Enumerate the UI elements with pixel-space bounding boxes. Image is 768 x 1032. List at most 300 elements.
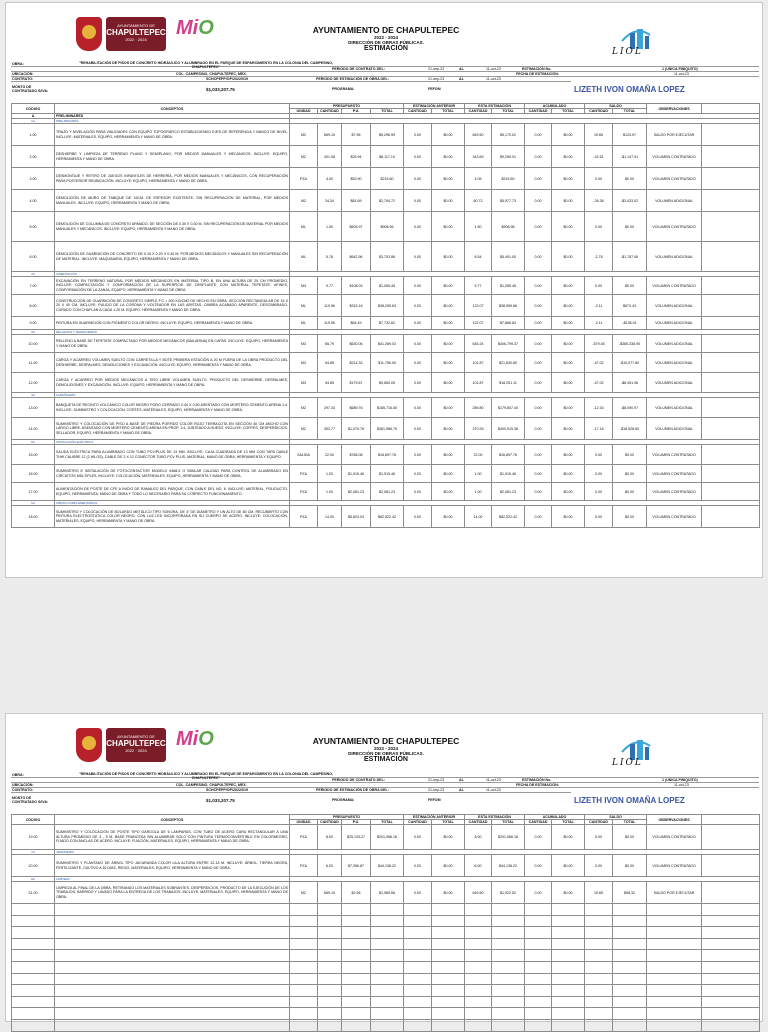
row-balance-total: $0.00 [613,212,647,242]
row-spacer [702,398,760,418]
row-prev-total: $0.00 [432,882,465,904]
col-sal-total: TOTAL [613,820,647,825]
row-prev-total: $0.00 [432,398,465,418]
estimate-table [11,103,760,528]
row-description: CARGA Y ACARREO POR MEDIOS MECÁNICOS A TIRO LIBRE VOLUMEN SUELTO, PRODUCTO DEL DESHIERBE, DESPALMES, DEMOLICIONES Y EXCAVACIÓN. INCLUYE: EQUIPO, HERRAMIENTA Y MANO DE OBRA. [55,373,290,393]
group-code: 2A [12,272,55,277]
row-unit: M3 [290,277,318,295]
al-label-ejec: AL [459,77,464,81]
row-this-total: $908.96 [492,212,525,242]
table-row [12,242,760,272]
row-prev-total: $0.00 [432,855,465,877]
col-presupuesto: PRESUPUESTO [290,815,404,820]
col-anterior: ESTIMACIÓN ANTERIOR [404,815,465,820]
row-total: $41,289.03 [371,335,404,353]
table-row [12,418,760,440]
department-text: DIRECCIÓN DE OBRAS PÚBLICAS. [348,751,424,756]
row-code: 20.00 [12,855,55,877]
row-prev-total: $0.00 [432,295,465,317]
fecha-inicio: 21-sep-23 [428,778,445,782]
row-accum-total: $0.00 [552,190,585,212]
row-unit-price: $7,356.87 [342,855,371,877]
row-this-total: $201,066.16 [492,825,525,850]
row-this-qty: 22.00 [465,445,492,465]
col-anterior: ESTIMACIÓN ANTERIOR [404,104,465,109]
row-accum-total: $0.00 [552,353,585,373]
row-qty: 119.96 [318,295,342,317]
row-code: 17.00 [12,483,55,501]
table-row [12,825,760,850]
row-accum-total: $0.00 [552,418,585,440]
empty-row [12,961,760,973]
row-observation: VOLUMEN CONTRATADO [647,277,702,295]
empty-row [12,1019,760,1031]
row-description: BANQUETA DE RECINTO VOLCÁNICO COLOR NEGRO PORO CERRADO 0.40 X 0.60 ASENTADO CON MORTERO CEMENTO-ARENA 1:4. INCLUYE: SUMINISTRO Y COLOCACIÓN, CORTES, MATERIALES, EQUIPO, HERRAMIENTA Y MANO DE OBRA. [55,398,290,418]
row-accum-total: $0.00 [552,373,585,393]
col-presupuesto: PRESUPUESTO [290,104,404,109]
row-balance-total: $0.00 [613,855,647,877]
row-spacer [702,212,760,242]
col-cantidad: CANTIDAD [318,109,342,114]
row-qty: 34.34 [318,190,342,212]
row-spacer [702,506,760,528]
row-this-qty: 14.00 [465,506,492,528]
row-prev-qty: 0.00 [404,242,432,272]
row-balance-qty: 0.00 [585,855,613,877]
row-balance-qty: -2.11 [585,295,613,317]
row-balance-total: $673.43 [613,295,647,317]
row-this-qty: 9.77 [465,277,492,295]
row-qty: 5.76 [318,242,342,272]
al-label-ejec: AL [459,788,464,792]
row-prev-total: $0.00 [432,242,465,272]
col-conceptos: CONCEPTOS [55,815,290,825]
row-qty: 4.00 [318,168,342,190]
row-unit-price: $7.96 [342,124,371,146]
row-accum-total: $0.00 [552,483,585,501]
fecha-inicio-ejec: 21-sep-23 [428,77,445,81]
row-balance-qty: 0.00 [585,277,613,295]
row-total: $201,066.16 [371,825,404,850]
table-row [12,373,760,393]
row-total: $381,986.75 [371,418,404,440]
row-observation: VOLUMEN CONTRATADO [647,445,702,465]
estimacion-label: ESTIMACIÓN No. [522,67,552,71]
row-code: 8.00 [12,295,55,317]
row-observation: VOLUMEN CONTRATADO [647,483,702,501]
row-accum-qty: 0.00 [525,506,552,528]
row-unit-price: $26.94 [342,146,371,168]
row-spacer [702,335,760,353]
row-qty: 6.00 [318,855,342,877]
row-code: 13.00 [12,398,55,418]
row-this-qty: 649.50 [465,124,492,146]
row-total: $11,756.00 [371,353,404,373]
row-balance-total: -$18,528.60 [613,418,647,440]
row-spacer [702,146,760,168]
row-accum-qty: 0.00 [525,882,552,904]
row-spacer [702,168,760,190]
brand-mark-b: O [198,728,214,750]
row-description: PINTURA EN GUARNICIÓN CON PIGMENTO COLOR NEGRO. INCLUYE: EQUIPO, HERRAMIENTA Y MANO DE OBRA. [55,317,290,330]
row-accum-qty: 0.00 [525,855,552,877]
periodo-contrato-label: PERIODO DE CONTRATO DEL: [332,778,385,782]
row-accum-total: $0.00 [552,168,585,190]
table-row [12,168,760,190]
col-est-cantidad: CANTIDAD [465,109,492,114]
row-balance-total: $0.00 [613,168,647,190]
col-est-total: TOTAL [492,109,525,114]
empty-row [12,973,760,985]
brand-mark-logo [176,17,214,40]
row-total: $2,794.72 [371,190,404,212]
row-this-qty: 289.80 [465,398,492,418]
row-unit: PZA [290,483,318,501]
row-qty: 65.79 [318,335,342,353]
row-prev-total: $0.00 [432,825,465,850]
row-accum-total: $0.00 [552,506,585,528]
row-qty: 669.15 [318,882,342,904]
col-saldo: SALDO [585,815,647,820]
al-label: AL [459,67,464,71]
row-prev-total: $0.00 [432,277,465,295]
row-qty: 119.96 [318,317,342,330]
col-unidad: UNIDAD [290,109,318,114]
group-code: 5A [12,440,55,445]
row-qty: 1.50 [318,212,342,242]
row-qty: 54.85 [318,353,342,373]
row-prev-qty: 0.00 [404,168,432,190]
row-qty: 1.00 [318,465,342,483]
row-code: 14.00 [12,418,55,440]
contrato-value: SCHCPEPP/OP/2022/019 [206,77,248,81]
row-this-qty: 8.00 [465,825,492,850]
row-this-total: $5,977.73 [492,190,525,212]
row-spacer [702,317,760,330]
fecha-fin-ejec: 11-oct-23 [486,77,501,81]
row-balance-total: -$365,335.90 [613,335,647,353]
row-prev-qty: 0.00 [404,190,432,212]
row-total: $82,522.42 [371,506,404,528]
col-esta: ESTA ESTIMACIÓN [465,815,525,820]
empty-row [12,950,760,962]
period-text: 2022 - 2024 [373,35,399,40]
row-total: $1,980.68 [371,882,404,904]
row-total: $1,915.46 [371,465,404,483]
col-acu-total: TOTAL [552,109,585,114]
row-accum-qty: 0.00 [525,277,552,295]
row-balance-qty: -26.38 [585,190,613,212]
row-prev-total: $0.00 [432,124,465,146]
row-qty: 297.34 [318,398,342,418]
obra-value: "REHABILITACIÓN DE PISOS DE CONCRETO HIDRÁULICO Y ALUMBRADO EN EL PARQUE DE ESPARCIMIENTO EN LA COLONIA DEL CAMPESINO, CHAPULTEPEC" [78,61,334,69]
row-accum-qty: 0.00 [525,190,552,212]
row-qty: 1.00 [318,483,342,501]
col-sal-total: TOTAL [613,109,647,114]
row-unit-price: $5,823.03 [342,506,371,528]
row-prev-total: $0.00 [432,465,465,483]
ubicacion-value: COL. CAMPESINO, CHAPULTEPEC, MEX. [176,783,247,787]
row-balance-total: $0.00 [613,483,647,501]
row-accum-qty: 0.00 [525,418,552,440]
row-this-total: $1,922.52 [492,882,525,904]
row-this-total: $406,799.37 [492,335,525,353]
row-observation: VOLUMEN ADICIONAL [647,398,702,418]
col-ant-total: TOTAL [432,109,465,114]
group-code: 7A [12,850,55,855]
row-this-qty: 122.07 [465,295,492,317]
col-acumulado: ACUMULADO [525,815,585,820]
row-accum-total: $0.00 [552,855,585,877]
row-unit-price: $630.06 [342,335,371,353]
row-observation: VOLUMEN CONTRATADO [647,146,702,168]
table-row [12,124,760,146]
row-this-qty: 645.24 [465,335,492,353]
row-observation: VOLUMEN ADICIONAL [647,190,702,212]
row-unit: ML [290,242,318,272]
row-spacer [702,190,760,212]
row-description: DESMONTAJE Y RETIRO DE JUEGOS INFANTILES DE HERRERÍA, POR MEDIOS MANUALES Y MECÁNICOS, CON RECUPERACIÓN PARA POSTERIOR REUBICACIÓN. INCLUYE: EQUIPO, HERRAMIENTA Y MANO DE OBRA. [55,168,290,190]
row-balance-total: $0.00 [613,277,647,295]
estimacion-value: 1 (UNICA FINIQUITO) [662,67,698,71]
periodo-ejecucion-label: PERIODO DE ESTIMACIÓN DE OBRA DEL: [316,788,389,792]
empty-row [12,985,760,997]
col-acu-cantidad: CANTIDAD [525,109,552,114]
row-observation: VOLUMEN CONTRATADO [647,465,702,483]
title-block [286,736,486,763]
row-unit-price: $64.49 [342,317,371,330]
row-balance-total: $58.32 [613,882,647,904]
estimate-sheet-page-2 [5,713,763,1022]
municipality-title: AYUNTAMIENTO DE CHAPULTEPEC [312,736,460,746]
brand-mark-a: Mi [176,728,199,750]
row-unit-price: $605.97 [342,212,371,242]
row-prev-total: $0.00 [432,146,465,168]
contractor-name: LIZETH IVON OMAÑA LOPEZ [574,796,685,805]
row-spacer [702,855,760,877]
row-this-total: $18,251.11 [492,373,525,393]
row-total: $9,850.05 [371,373,404,393]
row-code: 21.00 [12,882,55,904]
col-est-cantidad: CANTIDAD [465,820,492,825]
corp-initials-text: LIOL [612,47,643,57]
row-accum-qty: 0.00 [525,317,552,330]
row-total: $2,081.23 [371,483,404,501]
row-code: 9.00 [12,317,55,330]
fecha-fin: 11-oct-23 [486,778,501,782]
periodo-ejecucion-label: PERIODO DE ESTIMACIÓN DE OBRA DEL: [316,77,389,81]
col-pu: P.U. [342,109,371,114]
col-unidad: UNIDAD [290,820,318,825]
programa-value: FEFOM [428,87,441,91]
row-unit-price: $2,081.23 [342,483,371,501]
row-description: DEMOLICIÓN DE COLUMNA DE CONCRETO ARMADO, DE SECCIÓN DE 0.30 X 0.30 M, SIN RECUPERACIÓN DE MATERIAL POR MEDIOS MANUALES Y MECÁNICOS. INCLUYE: EQUIPO, HERRAMIENTA Y MANO DE OBRA. [55,212,290,242]
brand-mark-b: O [198,17,214,39]
group-code: 4A [12,393,55,398]
row-observation: VOLUMEN CONTRATADO [647,168,702,190]
row-accum-total: $0.00 [552,295,585,317]
row-unit: ML [290,317,318,330]
row-description: RELLENO A BASE DE TEPETATE COMPACTADO POR MEDIOS MECÁNICOS (BAILARINA) EN CAPAS. INCLUYE: EQUIPO, HERRAMIENTA Y MANO DE OBRA. [55,335,290,353]
row-prev-qty: 0.00 [404,373,432,393]
row-accum-total: $0.00 [552,124,585,146]
row-observation: VOLUMEN ADICIONAL [647,295,702,317]
row-this-qty: 343.69 [465,146,492,168]
row-accum-total: $0.00 [552,882,585,904]
row-accum-total: $0.00 [552,317,585,330]
row-code: 2.00 [12,146,55,168]
coat-of-arms-icon [76,17,102,51]
fecha-inicio-ejec: 21-sep-23 [428,788,445,792]
row-unit-price: $53.90 [342,168,371,190]
row-total: $5,296.99 [371,124,404,146]
group-label: JARDINERÍA [55,850,290,855]
group-label: CIMENTACIÓN [55,272,290,277]
col-spacer [702,815,760,825]
row-prev-total: $0.00 [432,353,465,373]
row-balance-qty: -42.61 [585,146,613,168]
row-unit-price: $768.08 [342,445,371,465]
row-this-total: $38,959.86 [492,295,525,317]
fecha-fin: 11-oct-23 [486,67,501,71]
row-balance-total: -$10,077.80 [613,353,647,373]
row-prev-qty: 0.00 [404,483,432,501]
row-balance-total: $124.97 [613,124,647,146]
sheet-header-2 [6,714,762,772]
row-qty: 54.85 [318,373,342,393]
row-balance-total: $0.00 [613,445,647,465]
row-balance-qty: -579.45 [585,335,613,353]
row-description: EXCAVACIÓN EN TERRENO NATURAL POR MEDIOS MECÁNICOS EN MATERIAL TIPO B, EN UNA ALTURA DE 20 CM PROMEDIO, INCLUYE COMPACTACIÓN Y CONFORMACIÓN DE LA SUPERFICIE DE DESPLANTE CON MATERIAL TEPETATE, AFINES, CONFORMACIÓN DE LA ZANJA, EQUIPO, HERRAMIENTA Y MANO DE OBRA. [55,277,290,295]
table-row [12,398,760,418]
row-observation: SALDO POR EJECUTAR [647,882,702,904]
row-unit: PZA [290,168,318,190]
row-unit-price: $214.33 [342,353,371,373]
row-description: SUMINISTRO Y COLOCACIÓN DE BOLARDO METÁLICO TIPO SONORA, DE 4" DE DIÁMETRO Y UN ALTO DE 80 CM. RECUBIERTO CON PINTURA ELECTROSTÁTICA COLOR NEGRO, CON LUZ LED INCORPORADA EN SU CUERPO DE ACERO. INCLUYE: COLOCACIÓN, MATERIALES, EQUIPO, HERRAMIENTA Y MANO DE OBRA. [55,506,290,528]
row-prev-qty: 0.00 [404,882,432,904]
col-observaciones: OBSERVACIONES [647,104,702,114]
row-balance-total: -$136.01 [613,317,647,330]
fecha-estimacion-value: 11-oct-23 [674,783,689,787]
contractor-name: LIZETH IVON OMAÑA LOPEZ [574,85,685,94]
estimacion-label: ESTIMACIÓN No. [522,778,552,782]
row-total: $3,703.86 [371,242,404,272]
row-code: 15.00 [12,445,55,465]
row-prev-total: $0.00 [432,190,465,212]
row-code: 4.00 [12,190,55,212]
coat-of-arms-icon [76,728,102,762]
row-this-total: $9,259.01 [492,146,525,168]
contrato-label: CONTRATO: [12,77,34,81]
row-accum-qty: 0.00 [525,168,552,190]
table-row [12,335,760,353]
row-code: 7.00 [12,277,55,295]
row-spacer [702,418,760,440]
row-prev-total: $0.00 [432,168,465,190]
seal-top-text: AYUNTAMIENTO DE [117,734,155,739]
row-prev-qty: 0.00 [404,335,432,353]
brand-mark-a: Mi [176,17,199,39]
row-description: CARGA Y ACARREO VOLUMEN SUELTO CON CARRETILLA Y BOTE PRIMERA ESTACIÓN A 20 M FUERA DE LA OBRA PRODUCTO DEL DESHIERBE, DESPALMES, DEMOLICIONES Y EXCAVACIÓN. INCLUYE: EQUIPO, HERRAMIENTA Y MANO DE OBRA. [55,353,290,373]
row-prev-qty: 0.00 [404,855,432,877]
col-codigo: CÓDIGO [12,104,55,114]
row-this-qty: 1.00 [465,465,492,483]
row-prev-total: $0.00 [432,418,465,440]
row-balance-qty: 0.00 [585,445,613,465]
al-label: AL [459,778,464,782]
row-spacer [702,353,760,373]
row-this-total: $215.60 [492,168,525,190]
row-accum-qty: 0.00 [525,212,552,242]
row-prev-total: $0.00 [432,335,465,353]
row-accum-qty: 0.00 [525,353,552,373]
row-balance-total: $0.00 [613,465,647,483]
row-balance-qty: 0.00 [585,465,613,483]
row-spacer [702,277,760,295]
empty-row [12,1008,760,1020]
row-prev-qty: 0.00 [404,146,432,168]
table-row [12,353,760,373]
row-total: $16,897.76 [371,445,404,465]
row-code: 11.00 [12,353,55,373]
row-this-qty: 101.87 [465,353,492,373]
estimate-table-2 [11,814,760,1032]
row-prev-qty: 0.00 [404,277,432,295]
col-sal-cantidad: CANTIDAD [585,109,613,114]
row-unit-price: $1,079.76 [342,418,371,440]
row-balance-qty: 0.00 [585,506,613,528]
row-description: SUMINISTRO Y COLOCACIÓN DE PISO A BASE DE PIEDRA PORFIDO COLOR ROJO TERRACOTA EN SECCIÓN 40 CM ANCHO CON LARGO LIBRE, ASENTADO CON MORTERO CEMENTO ARENA EN PROP. 1:4, JUNTEADO A HUESO. INCLUYE: CORTES, DESPERDICIOS, SELLADOR, EQUIPO, HERRAMIENTA Y MANO DE OBRA. [55,418,290,440]
row-total: $44,138.22 [371,855,404,877]
row-accum-qty: 0.00 [525,124,552,146]
fecha-estimacion-value: 11-oct-23 [674,72,689,76]
row-prev-total: $0.00 [432,506,465,528]
table-row [12,146,760,168]
row-description: CONSTRUCCIÓN DE GUARNICIÓN DE CONCRETO SIMPLE F'C = 200 KG/CM2 DE HECHO EN OBRA, SECCIÓN RECTANGULAR DE 15 X 20 X 40 CM, INCLUYE: PULIDO DE LA CORONA Y VOLTEADOR EN LAS ARISTAS, CIMBRA ACABADO APARENTE, DESCIMBRADO, CURADO CON CHAFLÁN A CADA 1.20 M. EQUIPO, HERRAMIENTA Y MANO DE OBRA. [55,295,290,317]
table-row [12,882,760,904]
col-cantidad: CANTIDAD [318,820,342,825]
row-this-total: $400,515.36 [492,418,525,440]
row-code: 5.00 [12,212,55,242]
row-spacer [702,825,760,850]
row-accum-qty: 0.00 [525,483,552,501]
group-label: LIMPIEZA [55,877,290,882]
row-description: SUMINISTRO E INSTALACIÓN DE FOTOCONTACTOR MODELO 9488-9 O SIMILAR CALIDAD PARA CONTROL DE ALUMBRADO EN CIRCUITOS MÚLTIPLES. INCLUYE: COLOCACIÓN, MATERIALES, EQUIPO, HERRAMIENTA Y MANO DE OBRA. [55,465,290,483]
row-unit-price: $179.67 [342,373,371,393]
row-this-total: $7,868.63 [492,317,525,330]
seal-top-text: AYUNTAMIENTO DE [117,23,155,28]
department-text: DIRECCIÓN DE OBRAS PÚBLICAS. [348,40,424,45]
col-sal-cantidad: CANTIDAD [585,820,613,825]
row-prev-qty: 0.00 [404,295,432,317]
row-this-qty: 370.93 [465,418,492,440]
row-this-qty: 1.50 [465,212,492,242]
row-unit: M2 [290,418,318,440]
contrato-value: SCHCPEPP/OP/2022/019 [206,788,248,792]
col-observaciones: OBSERVACIONES [647,815,702,825]
row-observation: VOLUMEN CONTRATADO [647,825,702,850]
row-code: 6.00 [12,242,55,272]
row-spacer [702,882,760,904]
group-label: RELLENOS Y TERRACERÍAS [55,330,290,335]
row-unit: M2 [290,882,318,904]
fecha-estimacion-label: FECHA DE ESTIMACIÓN: [516,783,559,787]
col-total: TOTAL [371,109,404,114]
row-prev-qty: 0.00 [404,398,432,418]
row-accum-total: $0.00 [552,465,585,483]
row-this-total: $2,081.23 [492,483,525,501]
row-this-qty: 101.87 [465,373,492,393]
